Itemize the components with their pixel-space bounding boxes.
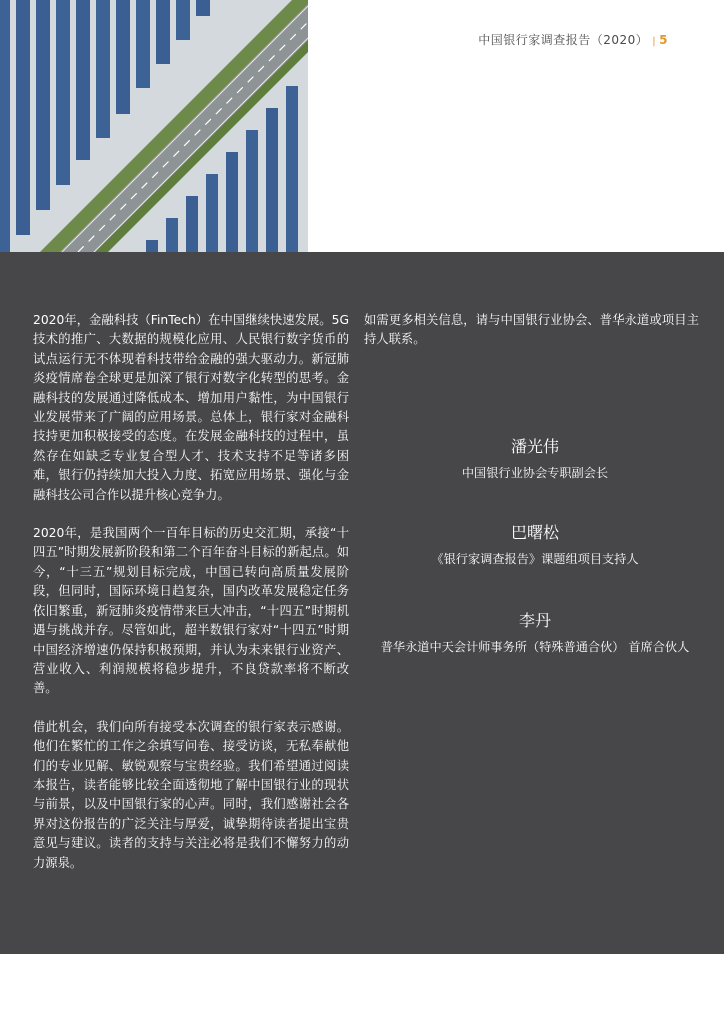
contact-column bbox=[364, 311, 699, 350]
signatory-name: 巴曙松 bbox=[510, 523, 559, 542]
preface-text-column bbox=[33, 311, 349, 892]
solar-panel-image bbox=[0, 0, 308, 252]
signatory-name: 李丹 bbox=[518, 611, 551, 630]
header-separator: | bbox=[652, 36, 657, 47]
page-number: 5 bbox=[659, 33, 668, 47]
signatory-name: 潘光伟 bbox=[510, 437, 559, 456]
signatory-title: 普华永道中天会计师事务所（特殊普通合伙） 首席合伙人 bbox=[380, 640, 690, 654]
signatory-1 bbox=[364, 436, 706, 482]
preface-paragraph-2: 2020年，是我国两个一百年目标的历史交汇期，承接“十四五”时期发展新阶段和第二个百年奋斗目标的新起点。如今，“十三五”规划目标完成，中国已转向高质量发展阶段，但同时，国际环境日趋复杂，国内改革发展稳定任务依旧繁重，新冠肺炎疫情带来巨大冲击，“十四五”时期机遇与挑战并存。尽管如此，超半数银行家对“十四五”时期中国经济增速仍保持积极预期，并认为未来银行业资产、营业收入、利润规模将稳步提升，不良贷款率将不断改善。 bbox=[33, 526, 349, 696]
report-title: 中国银行家调查报告（2020） bbox=[478, 33, 649, 47]
signatory-title: 中国银行业协会专职副会长 bbox=[461, 466, 609, 480]
solar-panel-aerial-photo bbox=[0, 0, 308, 252]
signatory-2 bbox=[364, 522, 706, 568]
preface-paragraph-3: 借此机会，我们向所有接受本次调查的银行家表示感谢。他们在繁忙的工作之余填写问卷、接受访谈，无私奉献他们的专业见解、敏锐观察与宝贵经验。我们希望通过阅读本报告，读者能够比较全面透彻地了解中国银行业的现状与前景，以及中国银行家的心声。同时，我们感谢社会各界对这份报告的广泛关注与厚爱，诚挚期待读者提出宝贵意见与建议。读者的支持与关注必将是我们不懈努力的动力源泉。 bbox=[33, 719, 349, 870]
signatory-3 bbox=[364, 610, 706, 656]
content-panel bbox=[0, 252, 724, 954]
contact-note: 如需更多相关信息，请与中国银行业协会、普华永道或项目主持人联系。 bbox=[364, 313, 699, 347]
signatory-title: 《银行家调查报告》课题组项目支持人 bbox=[431, 552, 639, 566]
page-header bbox=[478, 31, 668, 48]
preface-paragraph-1: 2020年，金融科技（FinTech）在中国继续快速发展。5G技术的推广、大数据的规模化应用、人民银行数字货币的试点运行无不体现着科技带给金融的强大驱动力。新冠肺炎疫情席卷全球更是加深了银行对数字化转型的思考。金融科技的发展通过降低成本、增加用户黏性，为中国银行业发展带来了广阔的应用场景。总体上，银行家对金融科技持更加积极接受的态度。在发展金融科技的过程中，虽然存在如缺乏专业复合型人才、技术支持不足等诸多困难，银行仍持续加大投入力度、拓宽应用场景、强化与金融科技公司合作以提升核心竞争力。 bbox=[33, 313, 349, 502]
